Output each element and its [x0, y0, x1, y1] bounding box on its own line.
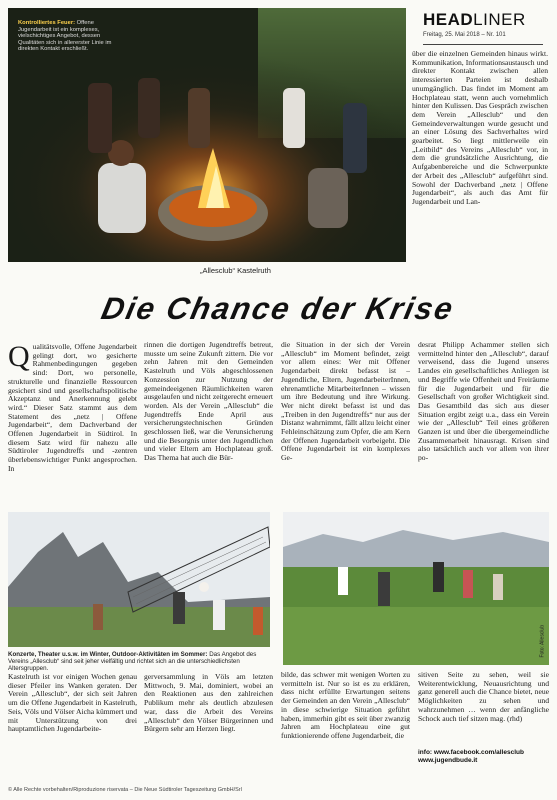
photo-inset-caption	[18, 20, 128, 53]
copyright-footer: © Alle Rechte vorbehalten/Riproduzione riservata – Die Neue Südtiroler Tageszeitung GmbH/Srl	[8, 787, 242, 793]
intro-continuation-column	[412, 50, 548, 268]
bottom-column-1-text: Kastelruth ist vor einigen Wochen genau dieser Pfeiler ins Wanken geraten. Der Verein „Allesclub“, der sich seit Jahren um die Offene Jugendarbeit in Kastelruth, Seis, Völs und Völser Aicha kümmert und mit Unterstützung von drei hauptamtlichen Jugendarbeite-	[8, 673, 137, 734]
volleyball-photo-graphic	[8, 512, 270, 647]
masthead-bold: HEAD	[423, 10, 474, 29]
bottom-column-2-text: gerversammlung in Völs am letzten Mittwoch, 9. Mai, dominiert, wobei an den Reaktionen aus den zahlreichen Publikum mehr als deutlich abzulesen war, dass die Arbeit des Vereins „Allesclub“ den Völser Bürgerinnen und Bürgern sehr am Herzen liegt.	[144, 673, 273, 734]
inset-text: Offene Jugendarbeit ist ein komplexes, vielschichtiges Angebot, dessen Qualitäten sich in allererster Linie im direkten Kontakt erschließt.	[18, 20, 112, 53]
field-photo	[283, 512, 549, 665]
campfire-photo	[8, 8, 406, 262]
column-4-text: desrat Philipp Achammer stellen sich vermittelnd hinter den „Allesclub“, darauf verweisend, dass die Jugend unseres Landes ein gesellschaftliches Anliegen ist und Begriffe wie Offenheit und Freiräume für die Jugendarbeit und für die Gesellschaft von großer Wichtigkeit sind. Das Gesamtbild das sich aus dieser Situation ergibt zeigt u.a., dass ein Verein wie der „Allesclub“ Teil eines größeren Ganzen ist und über die übergemeindliche Zusammenarbeit hinausragt. Krisen sind also tatsächlich auch vor allem von ihrer po-	[418, 341, 549, 463]
photos-caption-text: Das Angebot des Vereins „Allesclub“ sind seit jeher vielfältig und richtet sich an die unterschiedlichsten Altersgruppen.	[8, 651, 257, 673]
inset-title: Kontrolliertes Feuer:	[18, 20, 76, 26]
facebook-link[interactable]: info: www.facebook.com/allesclub	[418, 749, 524, 756]
article-column-1	[8, 343, 137, 505]
article-column-2	[144, 341, 273, 505]
dropcap: Q	[8, 343, 30, 373]
bottom-column-2	[144, 673, 273, 779]
column-1-text: ualitätsvolle, Offene Jugendarbeit gelingt dort, wo gesicherte Rahmenbedingungen gegeben sind: Dort, wo personelle, strukturelle und finanzielle Ressourcen gesichert sind und gesellschaftspolitische Akzeptanz und Anerkennung gelebt wird.“ Dieser Satz stammt aus dem Statement des „netz | Offene Jugendarbeit“, dem Dachverband der Offenen Jugendarbeit in Südtirol. In diesem Satz wird für nahezu alle Südtiroler Jugendtreffs und -zentren überlebenswichtiger Punkt angesprochen. In	[8, 343, 137, 473]
bottom-column-1	[8, 673, 137, 779]
website-link[interactable]: www.jugendbude.it	[418, 757, 478, 764]
masthead-light: LINER	[473, 10, 526, 29]
photos-caption-bold: Konzerte, Theater u.s.w. im Winter, Outdoor-Aktivitäten im Sommer:	[8, 651, 208, 658]
contact-info	[418, 749, 549, 765]
photos-caption	[8, 651, 274, 673]
intro-continuation-text: über die einzelnen Gemeinden hinaus wirkt. Kommunikation, Informationsaustausch und direkter Kontakt zwischen allen interessierten Parteien ist deshalb unumgänglich. Das findet im Moment am Hochplateau statt, wenn auch vornehmlich hinter den Kulissen. Das Gespräch zwischen dem Verein „Allesclub“ und den Gemeindeverwaltungen wurde gesucht und an einer Lösung des Sachverhaltes wird gearbeitet. So liegt mittlerweile ein „Leitbild“ des Vereins „Allesclub“ vor, in dem die grundsätzliche Ausrichtung, die Aufgabenbereiche und die Schwerpunkte der Arbeit des „Allesclub“ aufgeführt sind. Sowohl der Dachverband „netz | Offene Jugendarbeit“, als auch das Amt für Jugendarbeit und Lan-	[412, 50, 548, 206]
article-headline: Die Chance der Krise	[98, 291, 458, 326]
column-2-text: rinnen die dortigen Jugendtreffs betreut, musste um seine Zukunft zittern. Die vor zehn Jahren mit den Gemeinden Kastelruth und Völs abgeschlossenen Konzession zur Nutzung der gemeindeeigenen Räumlichkeiten waren ausgelaufen und nicht zeitgerecht erneuert worden. Als der Verein „Allesclub“ die Jugendtreffs Ende April aus versicherungstechnischen Gründen geschlossen ließ, war die Verunsicherung und die Besorgnis unter den Jugendlichen und vieler Eltern am Hochplateau groß. Das Thema hat auch die Bür-	[144, 341, 273, 463]
article-column-4	[418, 341, 549, 505]
issue-date: Freitag, 25. Mai 2018 – Nr. 101	[423, 32, 506, 38]
masthead-logo	[423, 10, 543, 30]
bottom-column-4-text: sitiven Seite zu sehen, weil sie Weiterentwicklung, Neuausrichtung und ganz generell auch die Chance bietet, neue Möglichkeiten zu sehen und wahrzunehmen … wenn der anfängliche Schock auch tief sitzen mag. (rhd)	[418, 671, 549, 723]
photo-credit: Foto: Allesclub	[540, 625, 546, 658]
bottom-column-3	[281, 671, 410, 779]
bottom-column-4	[418, 671, 549, 737]
column-3-text: die Situation in der sich der Verein „Allesclub“ im Moment befindet, zeigt vor allem eines: Wer mit Offener Jugendarbeit direkt befasst ist – Jugendliche, Eltern, JugendarbeiterInnen, ehrenamtliche MitarbeiterInnen – wissen um ihre Bedeutung und ihre Wirkung. Wer nicht direkt befasst ist und das „Treiben in den Jugendtreffs“ nur aus der Distanz wahrnimmt, fällt allzu leicht einer Fehleinschätzung zum Opfer, die am Kern der Offenen Jugendarbeit vorbeigeht. Die Offene Jugendarbeit ist ein komplexes Ge-	[281, 341, 410, 463]
volleyball-photo	[8, 512, 270, 647]
section-masthead	[423, 10, 543, 45]
top-photo-caption: „Allesclub“ Kastelruth	[200, 266, 271, 275]
bottom-column-3-text: bilde, das schwer mit wenigen Worten zu vermitteln ist. Nur so ist es zu erklären, dass nicht erfüllte Erwartungen seitens der Gemeinden an den Verein „Allesclub“ in diese schwierige Situation geführt haben, immerhin gibt es seit über zwanzig Jahren am Hochplateau eine gut funktionierende offene Jugendarbeit, die	[281, 671, 410, 740]
field-photo-graphic	[283, 512, 549, 665]
article-column-3	[281, 341, 410, 505]
